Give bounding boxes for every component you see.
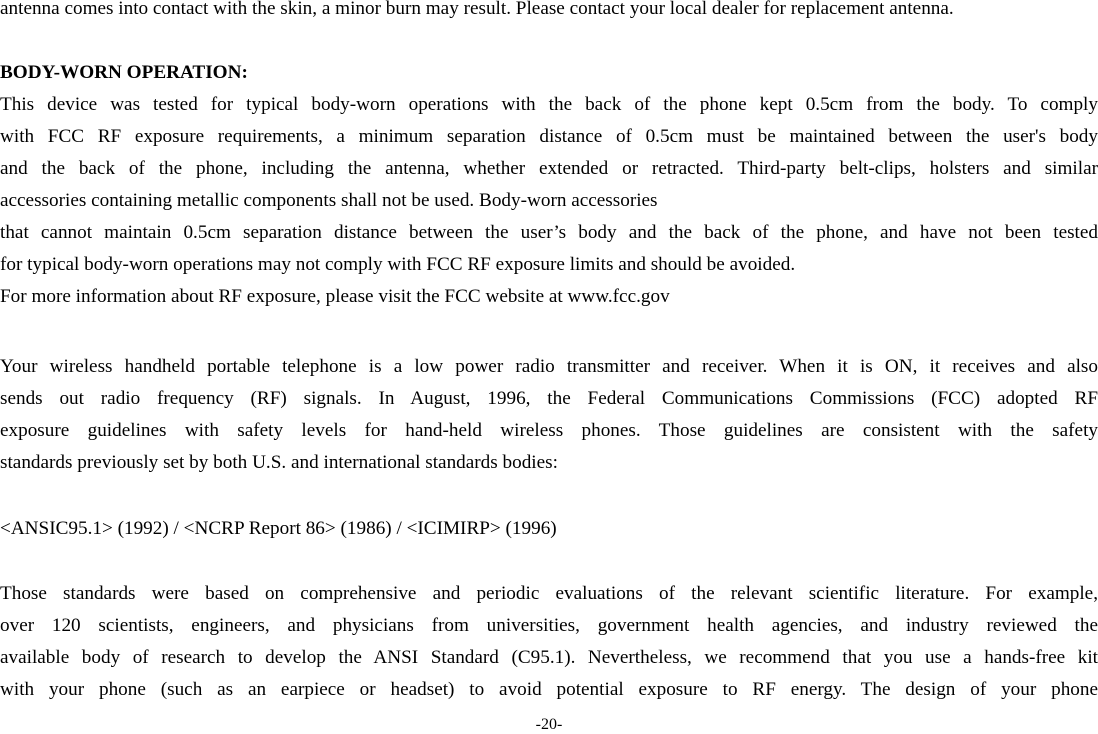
standards-paragraph [0, 578, 1098, 706]
text-line: standards previously set by both U.S. and international standards bodies: [0, 452, 558, 473]
text-line: that cannot maintain 0.5cm separation distance between the user’s body and the back of the phone, and have not been tested [0, 222, 1098, 243]
text-line: with FCC RF exposure requirements, a minimum separation distance of 0.5cm must be maintained between the user's body [0, 126, 1098, 147]
text-line: For more information about RF exposure, please visit the FCC website at www.fcc.gov [0, 286, 670, 307]
body-worn-paragraph [0, 89, 1098, 313]
text-line: for typical body-worn operations may not comply with FCC RF exposure limits and should be avoided. [0, 254, 796, 275]
text-line: and the back of the phone, including the antenna, whether extended or retracted. Third-party belt-clips, holsters and similar [0, 158, 1098, 179]
text-line: exposure guidelines with safety levels for hand-held wireless phones. Those guidelines are consistent with the safety [0, 420, 1098, 441]
section-heading [0, 57, 1098, 89]
page-number: -20- [535, 716, 563, 733]
intro-paragraph [0, 0, 1098, 25]
text-line: sends out radio frequency (RF) signals. In August, 1996, the Federal Communications Commissions (FCC) adopted RF [0, 388, 1098, 409]
text-line: This device was tested for typical body-worn operations with the back of the phone kept 0.5cm from the body. To comply [0, 94, 1098, 115]
standards-text: <ANSIC95.1> (1992) / <NCRP Report 86> (1986) / <ICIMIRP> (1996) [0, 518, 557, 539]
text-line: with your phone (such as an earpiece or headset) to avoid potential exposure to RF energy. The design of your phone [0, 679, 1098, 700]
text-line: over 120 scientists, engineers, and physicians from universities, government health agencies, and industry reviewed the [0, 615, 1098, 636]
heading-text: BODY-WORN OPERATION: [0, 62, 248, 83]
text-line: Your wireless handheld portable telephone is a low power radio transmitter and receiver. When it is ON, it receives and also [0, 356, 1098, 377]
rf-paragraph [0, 351, 1098, 479]
text-line: available body of research to develop the ANSI Standard (C95.1). Nevertheless, we recommend that you use a hands-free kit [0, 647, 1098, 668]
text-line: antenna comes into contact with the skin, a minor burn may result. Please contact your local dealer for replacement antenna. [0, 0, 954, 19]
text-line: Those standards were based on comprehensive and periodic evaluations of the relevant scientific literature. For example, [0, 583, 1098, 604]
text-line: accessories containing metallic components shall not be used. Body-worn accessories [0, 190, 658, 211]
standards-line [0, 513, 1098, 545]
